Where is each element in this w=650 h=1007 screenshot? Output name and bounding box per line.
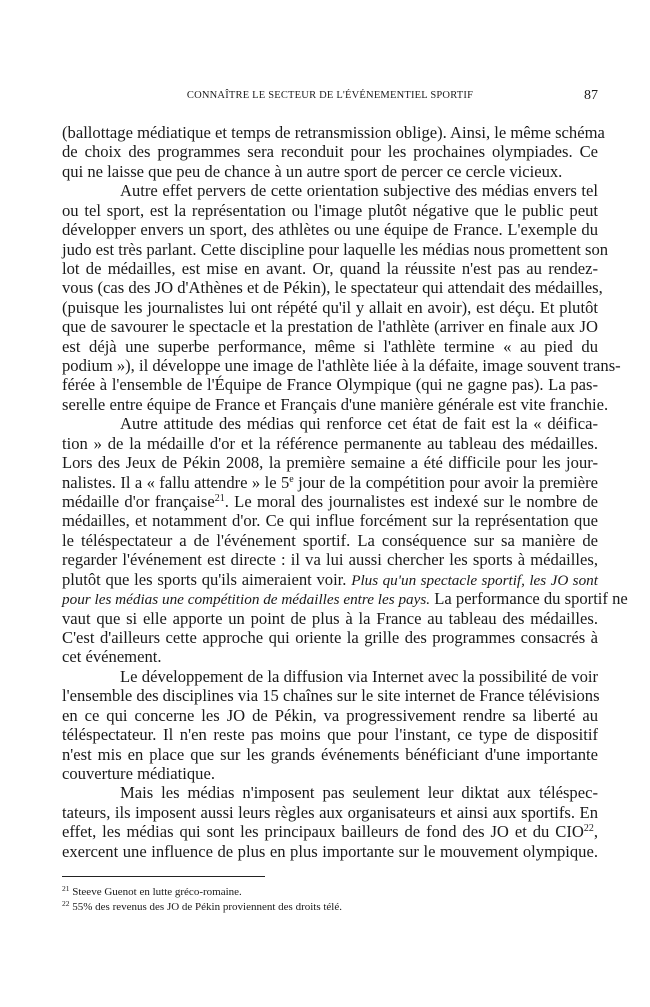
text-segment: serelle entre équipe de France et Français d'une manière générale est vite franchie. <box>62 394 609 414</box>
text-line <box>62 531 598 550</box>
superscript: 22 <box>583 823 594 835</box>
text-segment: cet événement. <box>62 647 162 667</box>
text-segment: (puisque les journalistes lui ont répété qu'il y allait en avoir), est déçu. Et plutôt <box>62 297 598 317</box>
text-line <box>62 822 598 841</box>
text-segment: Mais les médias n'imposent pas seulement leur diktat aux téléspec- <box>120 783 598 803</box>
text-segment: lot de médailles, est mise en avant. Or, quand la réussite n'est pas au rendez- <box>62 258 598 278</box>
text-segment: vous (cas des JO d'Athènes et de Pékin), le spectateur qui attendait des médailles, <box>62 278 603 298</box>
text-line <box>62 394 609 414</box>
text-line <box>62 628 598 647</box>
text-line <box>62 356 621 376</box>
text-line <box>62 123 605 142</box>
text-line <box>62 686 598 705</box>
text-line <box>62 434 598 453</box>
text-line <box>62 337 598 356</box>
text-segment: Le développement de la diffusion via Internet avec la possibilité de voir <box>120 666 598 686</box>
footnote-text: 55% des revenus des JO de Pékin proviennent des droits télé. <box>69 901 342 913</box>
body-text <box>62 123 628 861</box>
text-line <box>62 259 598 278</box>
footnote-separator <box>62 876 265 877</box>
text-segment: (ballottage médiatique et temps de retransmission oblige). Ainsi, le même schéma <box>62 123 605 142</box>
italic-text: pour les médias une compétition de médailles entre les pays. <box>62 591 431 609</box>
footnote-text: Steeve Guenot en lutte gréco-romaine. <box>69 886 242 898</box>
text-segment: effet, les médias qui sont les principaux bailleurs de fond des JO et du CIO <box>62 822 584 842</box>
text-line <box>62 647 598 666</box>
text-line <box>62 142 598 161</box>
text-segment: Autre attitude des médias qui renforce cet état de fait est la « déifica- <box>120 414 598 434</box>
text-line <box>62 317 598 336</box>
text-line <box>62 783 598 802</box>
text-line <box>62 589 628 609</box>
text-segment: développer envers un sport, des athlètes ou une équipe de France. L'exemple du <box>62 220 598 240</box>
page-number: 87 <box>584 88 598 103</box>
text-line <box>62 803 598 822</box>
text-segment: nalistes. Il a « fallu attendre » le 5 <box>62 472 290 492</box>
text-segment: qui ne laisse que peu de chance à un autre sport de percer ce cercle vicieux. <box>62 161 563 181</box>
text-line <box>62 511 598 530</box>
text-line <box>62 220 598 239</box>
text-line <box>62 842 598 861</box>
text-segment: tion » de la médaille d'or et la référence permanente au tableau des médailles. <box>62 433 598 453</box>
text-segment: jour de la compétition pour avoir la première <box>293 472 598 492</box>
text-segment: judo est très parlant. Cette discipline pour laquelle les médias nous promettent son <box>62 239 609 259</box>
text-line <box>62 764 598 783</box>
text-segment: podium »), il développe une image de l'athlète liée à la défaite, image souvent trans- <box>62 356 621 376</box>
text-line <box>62 492 598 511</box>
text-line <box>62 239 609 259</box>
text-segment: couverture médiatique. <box>62 763 215 783</box>
text-line <box>62 375 598 394</box>
text-segment: l'ensemble des disciplines via 15 chaînes sur le site internet de France télévisions <box>62 686 600 706</box>
text-line <box>62 570 598 589</box>
text-line <box>62 473 598 492</box>
text-segment: est déjà une superbe performance, même si l'athlète termine « au pied du <box>62 336 598 356</box>
text-line <box>62 725 598 744</box>
text-segment: regarder l'événement est directe : il va lui aussi chercher les sports à médailles, <box>62 550 598 570</box>
text-line <box>62 278 603 298</box>
text-segment: Autre effet pervers de cette orientation subjective des médias envers tel <box>120 181 598 201</box>
text-line <box>62 298 598 317</box>
footnote <box>62 885 598 900</box>
text-segment: C'est d'ailleurs cette approche qui oriente la grille des programmes consacrés à <box>62 627 598 647</box>
text-segment: Lors des Jeux de Pékin 2008, la première semaine a été difficile pour les jour- <box>62 453 598 473</box>
text-segment: vaut que si elle apporte un point de plus à la France au tableau des médailles. <box>62 608 598 628</box>
text-line <box>62 201 598 220</box>
text-line <box>62 162 598 181</box>
text-line <box>62 453 598 472</box>
text-line <box>62 414 598 433</box>
text-segment: de choix des programmes sera reconduit pour les prochaines olympiades. Ce <box>62 142 598 162</box>
text-line <box>62 550 598 569</box>
text-segment: exercent une influence de plus en plus importante sur le mouvement olympique. <box>62 841 598 861</box>
running-title: CONNAÎTRE LE SECTEUR DE L'ÉVÉNEMENTIEL SPORTIF <box>186 90 474 101</box>
text-segment: . Le moral des journalistes est indexé sur le nombre de <box>224 492 599 512</box>
text-segment: médailles, et notamment d'or. Ce qui influe forcément sur la représentation que <box>62 511 598 531</box>
text-segment: n'est mis en place que sur les grands événements bénéficiant d'une importante <box>62 744 598 764</box>
text-segment: que de savourer le spectacle et la prestation de l'athlète (arriver en finale aux JO <box>62 317 598 337</box>
text-line <box>62 706 598 725</box>
text-segment: férée à l'ensemble de l'Équipe de France Olympique (qui ne gagne pas). La pas- <box>62 375 598 395</box>
text-line <box>62 609 598 628</box>
superscript: 21 <box>214 493 225 505</box>
italic-text: Plus qu'un spectacle sportif, les JO sont <box>351 571 598 589</box>
text-segment: plutôt que les sports qu'ils aimeraient voir. <box>62 569 352 589</box>
footnote <box>62 900 598 915</box>
text-segment: téléspectateur. Il n'en reste pas moins que pour l'instant, ce type de dispositif <box>62 725 598 745</box>
text-segment: , <box>593 822 598 842</box>
text-line <box>62 745 598 764</box>
text-segment: tateurs, ils imposent aussi leurs règles aux organisateurs et ainsi aux sportifs. En <box>62 802 598 822</box>
text-segment: en ce qui concerne les JO de Pékin, va progressivement rendre sa liberté au <box>62 705 598 725</box>
page-header <box>62 88 598 104</box>
text-segment: le téléspectateur a de l'événement sportif. La conséquence sur sa manière de <box>62 530 598 550</box>
footnotes <box>62 885 598 915</box>
text-segment: La performance du sportif ne <box>430 589 628 609</box>
footnote-number: 21 <box>62 884 70 893</box>
text-line <box>62 667 598 686</box>
text-segment: ou tel sport, est la représentation ou l'image plutôt négative que le public peut <box>62 200 598 220</box>
text-line <box>62 181 598 200</box>
superscript: e <box>289 473 294 485</box>
text-segment: médaille d'or française <box>62 492 215 512</box>
footnote-number: 22 <box>62 899 70 908</box>
